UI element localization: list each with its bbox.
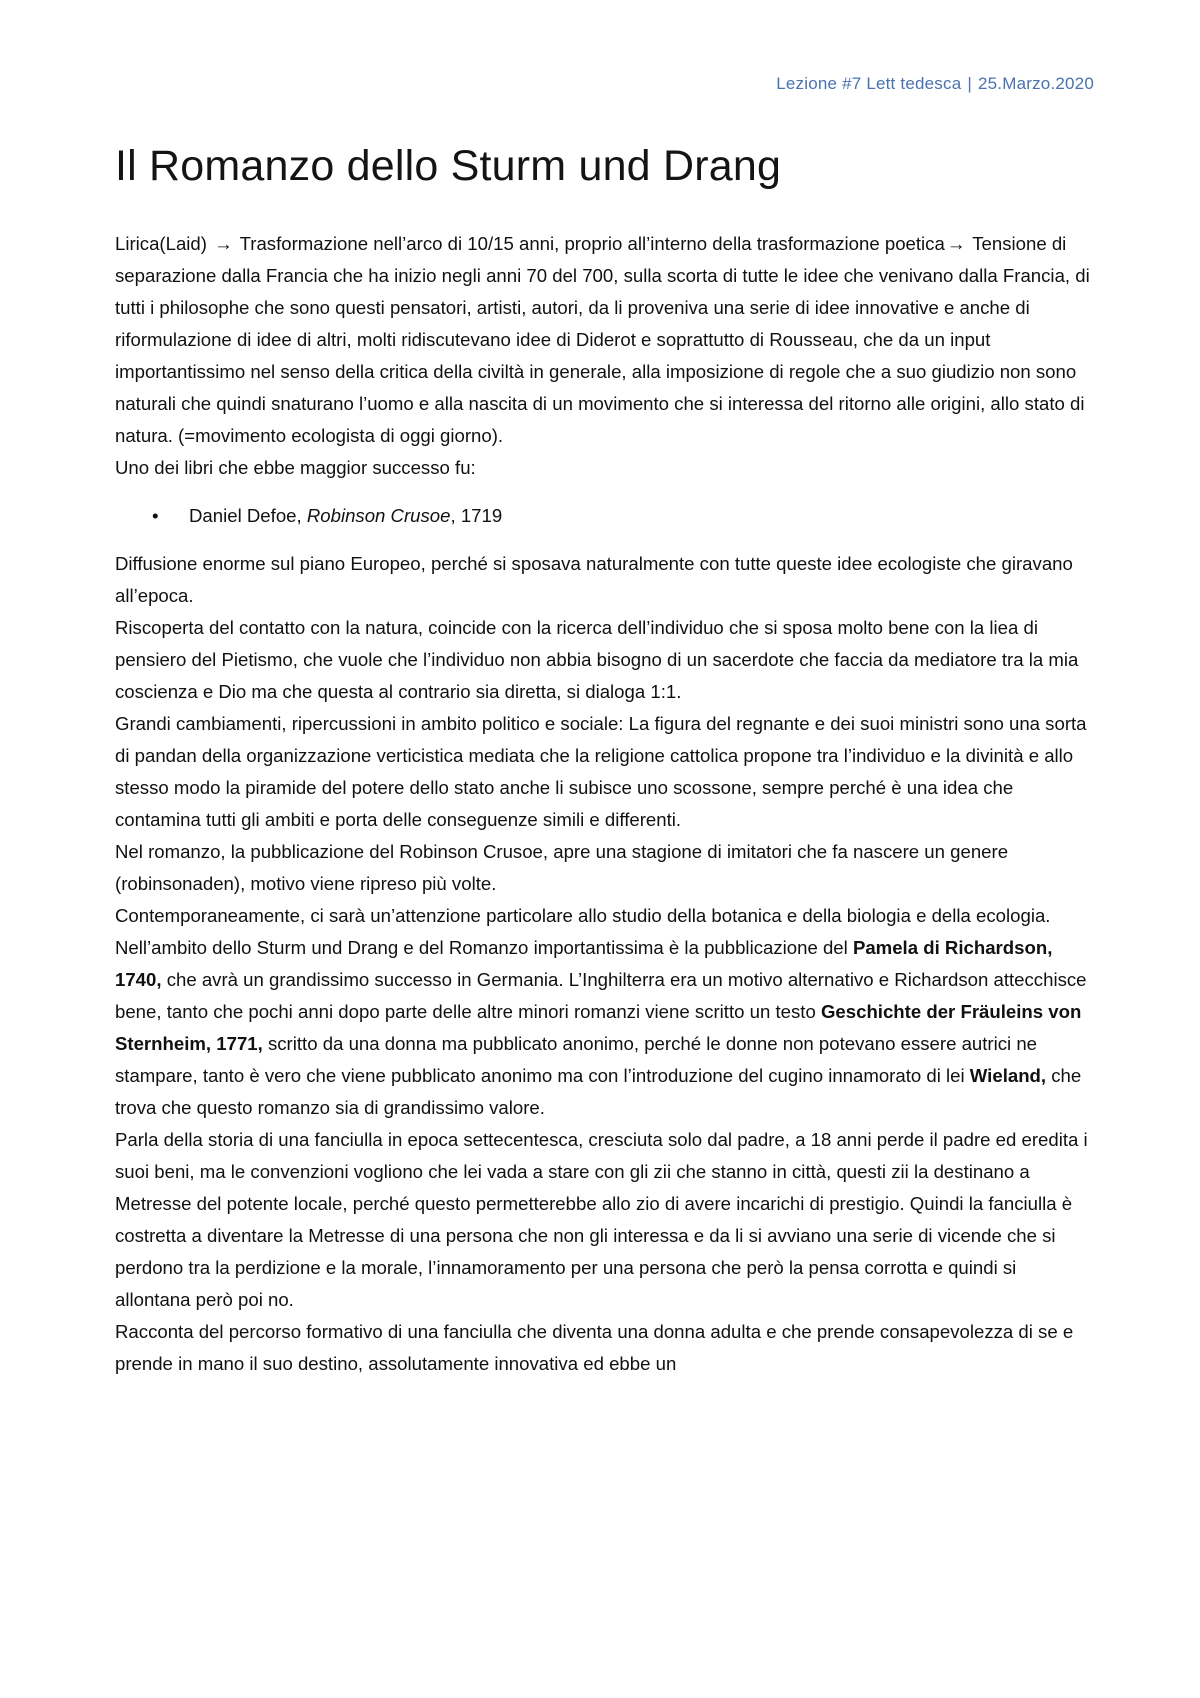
paragraph-story: Parla della storia di una fanciulla in epoca settecentesca, cresciuta solo dal padre, a 18 anni perde il padre ed eredita i suoi beni, ma le convenzioni vogliono che lei vada a stare con gli zii che stanno in città, questi zii la destinano a Metresse del potente locale, perché questo permetterebbe allo zio di avere incarichi di prestigio. Quindi la fanciulla è costretta a diventare la Metresse di una persona che non gli interessa e da li si avviano una serie di vicende che si perdono tra la perdizione e la morale, l’innamoramento per una persona che però la pensa corrotta e quindi si allontana però poi no. — [115, 1129, 1088, 1310]
paragraph-novel: Nel romanzo, la pubblicazione del Robinson Crusoe, apre una stagione di imitatori che fa nascere un genere (robinsonaden), motivo viene ripreso più volte. — [115, 841, 1009, 894]
paragraph-formation: Racconta del percorso formativo di una fanciulla che diventa una donna adulta e che prende consapevolezza di se e prende in mano il suo destino, assolutamente innovativa ed ebbe un — [115, 1321, 1074, 1374]
right-arrow-icon: → — [214, 233, 233, 254]
paragraph-pamela-bold-3: Wieland, — [969, 1065, 1047, 1086]
header-date: 25.Marzo.2020 — [977, 74, 1094, 93]
paragraph-pamela — [115, 932, 1090, 1124]
right-arrow-icon: → — [946, 233, 966, 254]
list-item-author: Daniel Defoe, — [189, 505, 307, 526]
paragraph-diffusion: Diffusione enorme sul piano Europeo, perché si sposava naturalmente con tutte queste idee ecologiste che giravano all’epoca. — [115, 553, 1073, 606]
paragraph-pamela-text-4: che trova che questo romanzo sia di grandissimo valore. — [115, 1065, 1082, 1118]
document-body — [115, 228, 1090, 1380]
paragraph-pamela-bold-1: Pamela di Richardson, 1740, — [115, 937, 1053, 990]
paragraph-intro-mid: Trasformazione nell’arco di 10/15 anni, proprio all’interno della trasformazione poetica — [239, 233, 945, 254]
paragraph-books: Uno dei libri che ebbe maggior successo fu: — [115, 457, 476, 478]
list-item — [115, 500, 1090, 532]
paragraph-pamela-text-2: che avrà un grandissimo successo in Germania. L’Inghilterra era un motivo alternativo e Richardson attecchisce bene, tanto che pochi anni dopo parte delle altre minori romanzi viene scritto un testo — [115, 969, 1087, 1022]
book-list — [115, 500, 1090, 532]
paragraph-intro-start: Lirica(Laid) — [115, 233, 207, 254]
paragraph-botany: Contemporaneamente, ci sarà un’attenzione particolare allo studio della botanica e della biologia e della ecologia. — [115, 905, 1051, 926]
bullet-icon: • — [152, 505, 159, 526]
list-item-book-title: Robinson Crusoe — [306, 505, 451, 526]
paragraph-intro-rest: Tensione di separazione dalla Francia che ha inizio negli anni 70 del 700, sulla scorta di tutte le idee che venivano dalla Francia, di tutti i philosophe che sono questi pensatori, artisti, autori, da li proveniva una serie di idee innovative e anche di riformulazione di idee di altri, molti ridiscutevano idee di Diderot e soprattutto di Rousseau, che da un input importantissimo nel senso della critica della civiltà in generale, alla imposizione di regole che a suo giudizio non sono naturali che quindi snaturano l’uomo e alla nascita di un movimento che si interessa del ritorno alle origini, allo stato di natura. (=movimento ecologista di oggi giorno). — [115, 233, 1090, 446]
header-lesson: Lezione #7 Lett tedesca — [776, 74, 962, 93]
paragraph-pamela-text-1: Nell’ambito dello Sturm und Drang e del Romanzo importantissima è la pubblicazione del — [115, 937, 853, 958]
page-header — [776, 74, 1094, 94]
page-title: Il Romanzo dello Sturm und Drang — [115, 142, 782, 190]
paragraph-pamela-bold-2: Geschichte der Fräuleins von Sternheim, 1771, — [115, 1001, 1082, 1054]
list-item-year: , 1719 — [450, 505, 503, 526]
paragraph-changes: Grandi cambiamenti, ripercussioni in ambito politico e sociale: La figura del regnante e dei suoi ministri sono una sorta di pandan della organizzazione verticistica mediata che la religione cattolica propone tra l’individuo e la divinità e allo stesso modo la piramide del potere dello stato anche li subisce uno scossone, sempre perché è una idea che contamina tutti gli ambiti e porta delle conseguenze simili e differenti. — [115, 713, 1087, 830]
header-separator: | — [967, 74, 972, 93]
paragraph-intro — [115, 228, 1090, 452]
paragraph-pamela-text-3: scritto da una donna ma pubblicato anonimo, perché le donne non potevano essere autrici ne stampare, tanto è vero che viene pubblicato anonimo ma con l’introduzione del cugino innamorato di lei — [115, 1033, 1038, 1086]
paragraph-nature: Riscoperta del contatto con la natura, coincide con la ricerca dell’individuo che si sposa molto bene con la liea di pensiero del Pietismo, che vuole che l’individuo non abbia bisogno di un sacerdote che faccia da mediatore tra la mia coscienza e Dio ma che questa al contrario sia diretta, si dialoga 1:1. — [115, 617, 1079, 702]
